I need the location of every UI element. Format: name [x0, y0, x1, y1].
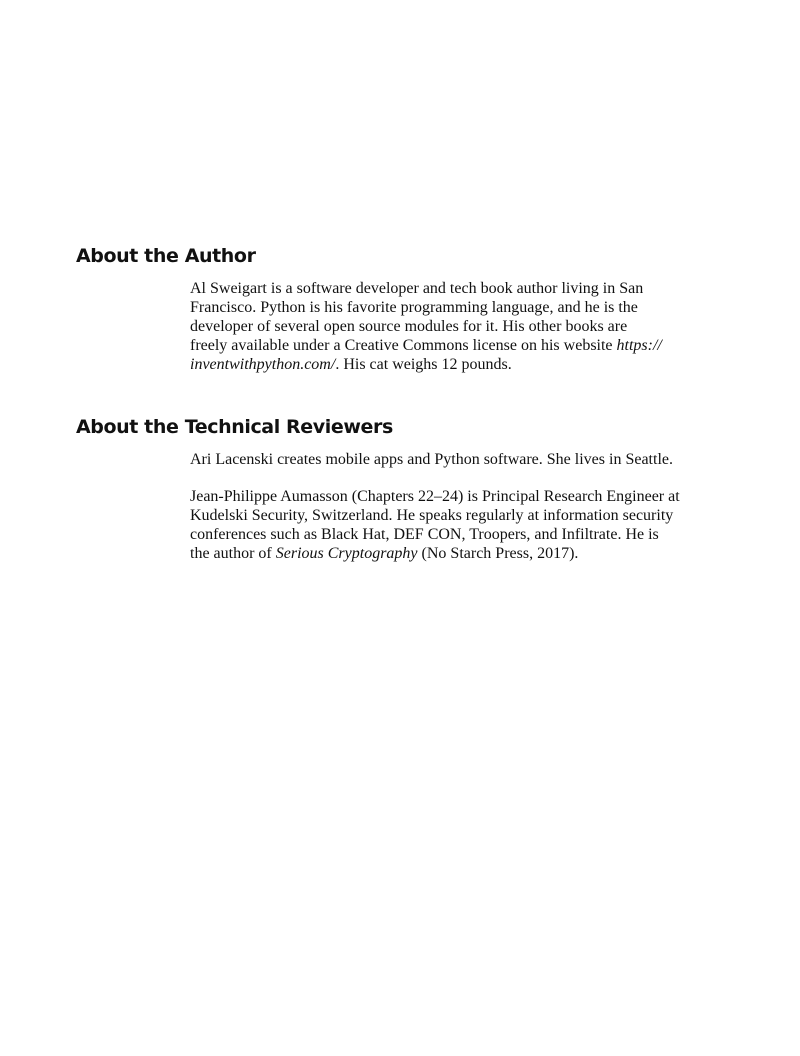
author-bio-line-4-text: freely available under a Creative Commons license on his website: [190, 337, 617, 354]
author-website-url-start[interactable]: https://: [616, 337, 662, 354]
reviewer-ari-line: Ari Lacenski creates mobile apps and Python software. She lives in Seattle.: [190, 451, 673, 468]
book-title-serious-cryptography: Serious Cryptography: [275, 545, 418, 562]
author-website-url-end[interactable]: inventwithpython.com/: [190, 356, 336, 373]
reviewer-jp-line-4: [190, 544, 725, 563]
reviewer-jp-line-4-lead: the author of: [190, 545, 276, 562]
author-bio-line-3: developer of several open source modules for it. His other books are: [190, 318, 628, 335]
about-author-heading: About the Author: [76, 245, 256, 267]
reviewer-jp-line-4-tail: (No Starch Press, 2017).: [417, 545, 579, 562]
reviewer-jp-paragraph: [190, 487, 725, 563]
author-bio-line-5: [190, 355, 725, 374]
about-reviewers-heading: About the Technical Reviewers: [76, 416, 393, 438]
about-author-paragraph: [190, 279, 725, 374]
author-bio-line-5-tail: . His cat weighs 12 pounds.: [335, 356, 512, 373]
reviewer-jp-line-3: conferences such as Black Hat, DEF CON, Troopers, and Infiltrate. He is: [190, 526, 659, 543]
author-bio-line-4: [190, 336, 725, 355]
reviewer-jp-line-1: Jean-Philippe Aumasson (Chapters 22–24) is Principal Research Engineer at: [190, 488, 680, 505]
author-bio-line-2: Francisco. Python is his favorite programming language, and he is the: [190, 299, 638, 316]
reviewer-jp-line-2: Kudelski Security, Switzerland. He speaks regularly at information security: [190, 507, 674, 524]
author-bio-line-1: Al Sweigart is a software developer and tech book author living in San: [190, 280, 644, 297]
reviewer-ari-paragraph: [190, 450, 725, 469]
